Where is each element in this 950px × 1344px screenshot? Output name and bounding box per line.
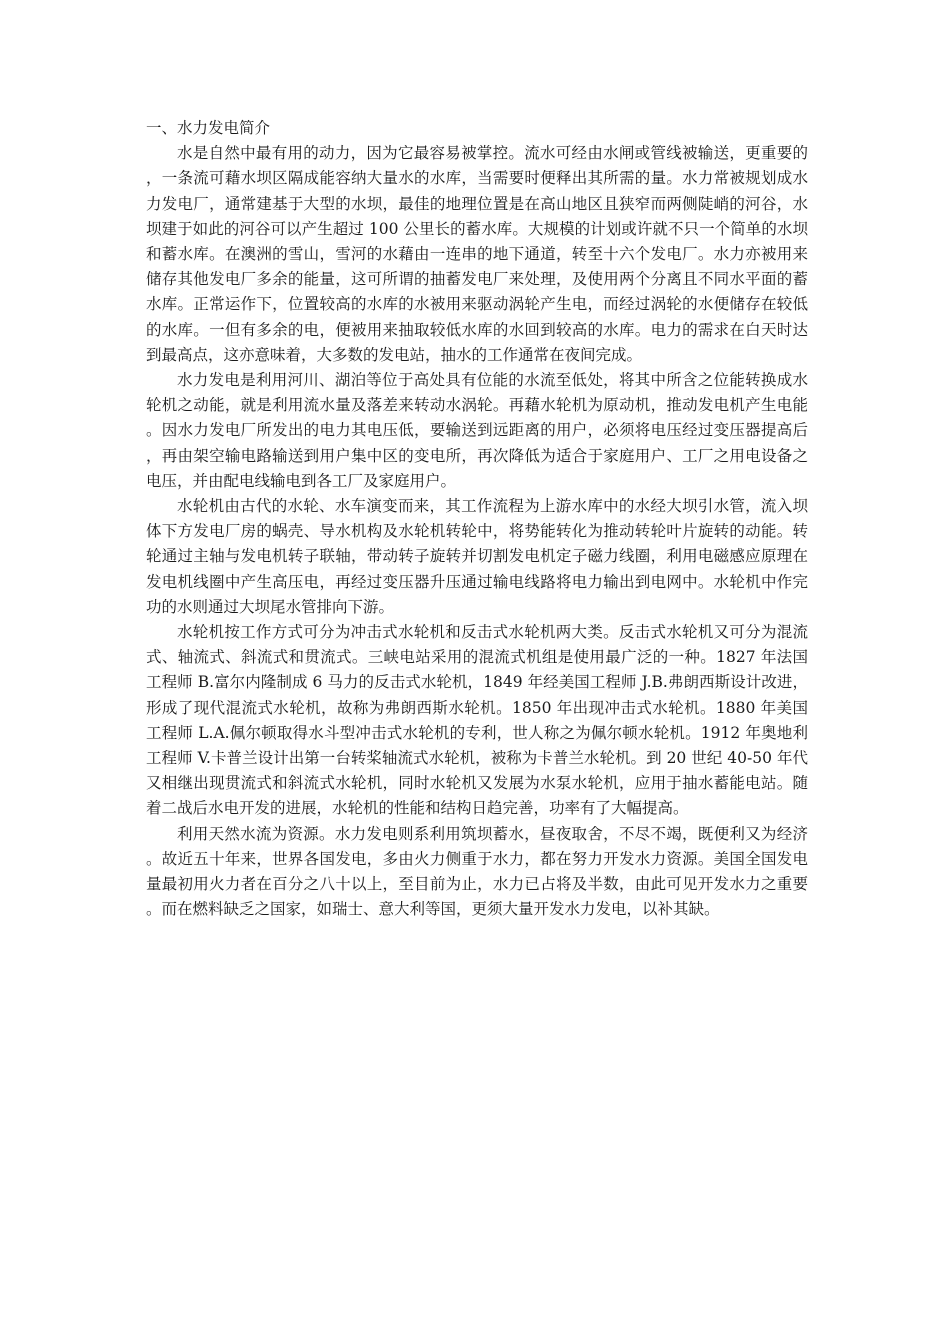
section-heading: 一、水力发电简介: [146, 119, 271, 137]
document-body: [146, 116, 808, 923]
paragraph-turbine-workflow: 水轮机由古代的水轮、水车演变而来，其工作流程为上游水库中的水经大坝引水管，流入坝体下方发电厂房的蜗壳、导水机构及水轮机转轮中，将势能转化为推动转轮叶片旋转的动能。转轮通过主轴与发电机转子联轴，带动转子旋转并切割发电机定子磁力线圈，利用电磁感应原理在发电机线圈中产生高压电，再经过变压器升压通过输电线路将电力输出到电网中。水轮机中作完功的水则通过大坝尾水管排向下游。: [146, 497, 808, 616]
paragraph-hydro-importance: 利用天然水流为资源。水力发电则系利用筑坝蓄水，昼夜取舍，不尽不竭，既便利又为经济。故近五十年来，世界各国发电，多由火力侧重于水力，都在努力开发水力资源。美国全国发电量最初用火力者在百分之八十以上，至目前为止，水力已占将及半数，由此可见开发水力之重要。而在燃料缺乏之国家，如瑞士、意大利等国，更须大量开发水力发电，以补其缺。: [146, 824, 808, 919]
paragraph-hydro-principle: 水力发电是利用河川、湖泊等位于高处具有位能的水流至低处，将其中所含之位能转换成水轮机之动能，就是利用流水量及落差来转动水涡轮。再藉水轮机为原动机，推动发电机产生电能。因水力发电厂所发出的电力其电压低，要输送到远距离的用户，必须将电压经过变压器提高后，再由架空输电路输送到用户集中区的变电所，再次降低为适合于家庭用户、工厂之用电设备之电压，并由配电线输电到各工厂及家庭用户。: [146, 371, 808, 490]
paragraph-turbine-types-history: 水轮机按工作方式可分为冲击式水轮机和反击式水轮机两大类。反击式水轮机又可分为混流式、轴流式、斜流式和贯流式。三峡电站采用的混流式机组是使用最广泛的一种。1827 年法国工程师 B.富尔内隆制成 6 马力的反击式水轮机，1849 年经美国工程师 J.B.弗朗西斯设计改进，形成了现代混流式水轮机，故称为弗朗西斯水轮机。1850 年出现冲击式水轮机。1880 年美国工程师 L.A.佩尔顿取得水斗型冲击式水轮机的专利，世人称之为佩尔顿水轮机。1912 年奥地利工程师 V.卡普兰设计出第一台转桨轴流式水轮机，被称为卡普兰水轮机。到 20 世纪 40-50 年代又相继出现贯流式和斜流式水轮机，同时水轮机又发展为水泵水轮机，应用于抽水蓄能电站。随着二战后水电开发的进展，水轮机的性能和结构日趋完善，功率有了大幅提高。: [146, 623, 808, 818]
paragraph-water-power-intro: 水是自然中最有用的动力，因为它最容易被掌控。流水可经由水闸或管线被输送，更重要的，一条流可藉水坝区隔成能容纳大量水的水库，当需要时便释出其所需的量。水力常被规划成水力发电厂，通常建基于大型的水坝，最佳的地理位置是在高山地区且狭窄而两侧陡峭的河谷，水坝建于如此的河谷可以产生超过 100 公里长的蓄水库。大规模的计划或许就不只一个简单的水坝和蓄水库。在澳洲的雪山，雪河的水藉由一连串的地下通道，转至十六个发电厂。水力亦被用来储存其他发电厂多余的能量，这可所谓的抽蓄发电厂来处理，及使用两个分离且不同水平面的蓄水库。正常运作下，位置较高的水库的水被用来驱动涡轮产生电，而经过涡轮的水便储存在较低的水库。一但有多余的电，便被用来抽取较低水库的水回到较高的水库。电力的需求在白天时达到最高点，这亦意味着，大多数的发电站，抽水的工作通常在夜间完成。: [146, 144, 808, 364]
